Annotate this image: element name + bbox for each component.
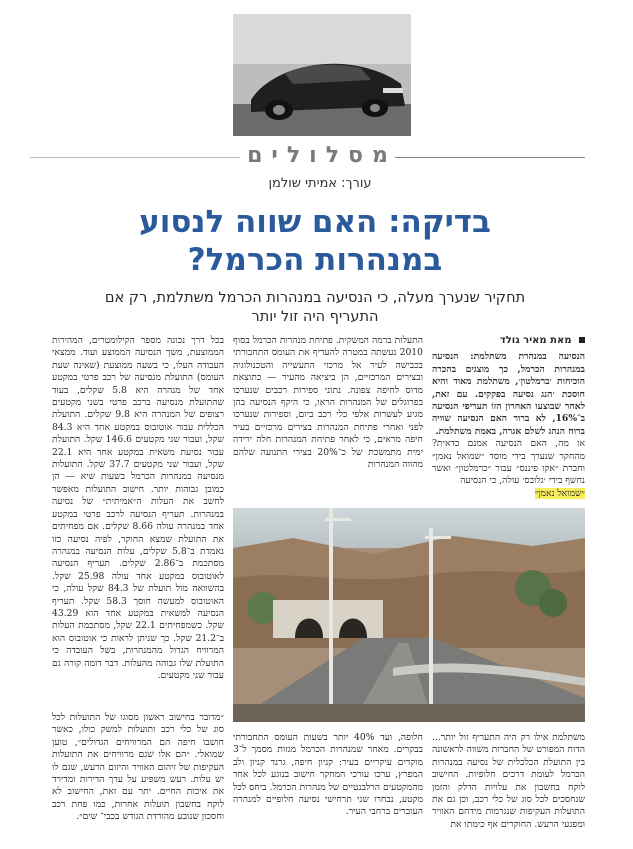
body-text: או מה, האם הנסיעה אמנם כדאית? מהחקר שנערך בידי מוסד ״שמואל נאמן״ וחברת ״אקו פיננס״ עבור ״כרמלטון״ ואשר נחשף בידי ׳גלובס׳ עולה, כי הנסיעה (432, 438, 585, 487)
column-left-bottom (52, 712, 224, 837)
tunnel-photo (233, 508, 585, 722)
column-middle-bottom (233, 732, 423, 837)
article-headline: בדיקה: האם שווה לנסוע במנהרות הכרמל? (139, 204, 491, 278)
column-right-bottom (432, 732, 585, 837)
highlighted-name: ״שמואל נאמן״ (534, 487, 585, 499)
editor-credit: עורך: אמיתי שולמן (268, 176, 372, 191)
highlighted-note (432, 488, 585, 500)
middle-top-text: התעלות ברמה המשקית. פתיחת מנהרות הכרמל בסוף 2010 נעשתה במטרה להעדיף את העומס התחבורתי בכבישה לעיר אל מרכזי התעשייה והטכנולוגיה ובצירים המרכזיים, הן ביציאה מהעיר — כתוצאת מדוס לחיפה צפונה. נתוני ספירות רכבים שנערכו בפרוגלים של המנהרות הראו, כי היקף הנסיעה בהן מגיע לעשרות אלפי כלי רכב ביום, וספירות שנערכו לפני ואחרי פתיחת המנהרות בצירים מרכזיים בעיר חיפה מראים, כי לאחר פתיחת המנהרות חלה ירידה ימית מתמשכת של כ־20% בצירי התנועה שלהם מהווה המנהרות (233, 335, 423, 471)
header-rule-right (395, 157, 585, 158)
header-rule-left (30, 157, 240, 158)
lead-paragraph: הנסיעה במנהרת משתלמת: הנסיעה במנהרות הכרמל, כך מוצגים בהכרה הוכיחות ׳ברמלטון׳, משתלמת מאוד והיא חוסכת ׳הנג נסיעה בפקקים. עם זאת, לאחר שבוצעו האחרון הזוֹ תעריפי הנסיעה ב־16%, לא ברור האם הנסיעה שוויה ברוח הנהג לשלם אגרה, באמת משתלמת. (432, 351, 585, 437)
byline (432, 335, 585, 347)
bullet-square-icon (579, 337, 585, 343)
car-photo (233, 14, 411, 136)
right-bottom-text: משתלמת אילו רק היה התעריף זול יותר... הדוח המפורט של החברות משווה לראשונה בין התועלת הכלכלית של נסיעה במנהרות הכרמל לעומת דרכים חלופיות. החישוב לוקח בחשבון את עלויות הדלק והזמן שנחסכים לכל סוג של כלי רכב, וכן גם את התועלות העקיפות שנגרמות מידחם האוויר ומפגעי הרעש. החוקרים אף כימתו את (432, 732, 585, 830)
column-right-top (432, 335, 585, 505)
body-paragraph (432, 438, 585, 488)
column-middle-top (233, 335, 423, 505)
byline-name: מאיר גולד (499, 335, 547, 346)
middle-bottom-text: חלופה, ועד 40% יותר בשעות העומס התחבורתי בבקרים. מאחר שמנהרות הכרמל מגזות מסמך ל־3 מוקדים עיקריים בעיר: קניון חיפה, גרנד קניון ולב המפרץ, ערכו עורכי המחקר חישוב בנוגע לכל אחד מהמקטעים הרלבנטיים של מנהרות הכרמל. ביחס לכל מקטע, נבחרו שני תרחישי נסיעה חלופיים למנהרה העוברים ברחבי העיר. (233, 732, 423, 818)
column-left-top (52, 335, 224, 707)
byline-prefix: מאת (550, 335, 572, 346)
left-top-text: בכל דרך נכונה מספר הקילומטרים, המהירות הממוצעת, משך הנסיעה הממוצע ועוד. ממצאי העבודה העלו, כי בשעה ממוצעת (שאינה שעת העומס) התועלת מנסיעה של רכב פרטי במקטע אחד של מנהרה היא 5.8 שקלים, בעוד שהתועלת מנסיעה ברכב פרטי בשני מקטעים רצופים של המנהרה היא 9.8 שקלים. התועלת הכללית עבור אוטובוס במקטע אחד היא 84.3 שקל, ועבור שני מקטעים 146.6 שקל. התועלת עבור נסיעת משאית במקטע אחד היא 22.1 שקל, ועבור שני מקטעים 37.7 שקל. התועלות מנסיעה במנהרות הכרמל בשעות שיא — הן כמובן גבוהות יותר. חישוב התועלות מאפשר לחשב את העלות ה״אמיתית״ של נסיעה במנהרות. תעריף הנסיעה לרכב פרטי במקטע אחד במנהרה עולה 8.66 שקלים. אם מפחיתים את התועלת שמצא החוקר, לפיה נסיעה כזו נאמדת ב־5.8 שקלים, עלות הנסיעה במנהרה מסתכמת ב־2.86 שקלים. תעריף הנסיעה לאוטובוס במקטע אחד עולה 25.98 שקל. בהשוואה מול תועלת של 84.3 שקל עולה, כי האוטובוס למעשה חוסך 58.3 שקל. תעריף הנסיעה למשאית במקטע אחד הוא 43.29 שקל. כשמפחיתים 22.1 שקל, מסתכמת העלות ב־21.2 שקל. כך שניתן לראות כי אוטובוס הוא המרוויח הגדול מהמנהרות, בשל העובדה כי התועלת שלו גבוהה מהעלות. דבר דומה קורה גם עבור שני מקטעים. (52, 335, 224, 681)
section-title: מסלולים (247, 143, 397, 168)
left-bottom-text: ״מדובר בחישוב ראשון מסוגו של התועלות לכל סוג של כלי רכב ותועלות למשק כולו, כאשר חושבו חיפה הם המרוויחים הגדולים״, טוען שמואלי. ״הם אלו שגם מרוויחים את התועלות העקיפות של זיהום האוויר והיזום הרעש, שגם לו יש עלות. רעש משפיע על ערך הדירות ומדירד את איכות החיים. יתר עם זאת, החישוב לא לוקח בחשבון תועלות אחרות, כמו פחת רכב וחסכון שנובע מהורדת הגודש בכבי־ שים״. (52, 712, 224, 823)
article-subhead: תחקיר שנערך מעלה, כי הנסיעה במנהרות הכרמל משתלמת, רק אם התעריף היה זול יותר (104, 290, 526, 325)
